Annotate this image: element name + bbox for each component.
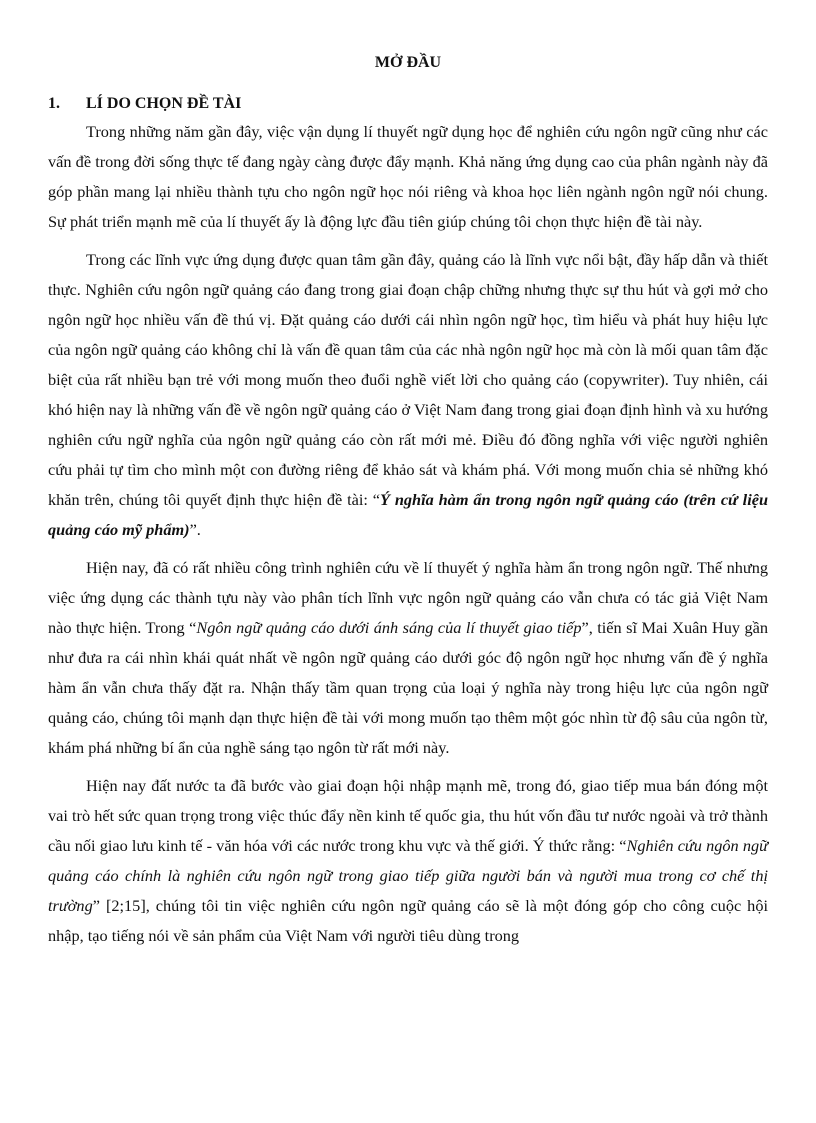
cited-work-title: Ngôn ngữ quảng cáo dưới ánh sáng của lí thuyết giao tiếp (196, 618, 582, 637)
paragraph-2 (48, 245, 768, 545)
document-page (48, 52, 768, 959)
section-title: LÍ DO CHỌN ĐỀ TÀI (86, 95, 242, 112)
paragraph-3 (48, 553, 768, 763)
paragraph-4-end: ” [2;15], chúng tôi tin việc nghiên cứu ngôn ngữ quảng cáo sẽ là một đóng góp cho công cuộc hội nhập, tạo tiếng nói về sản phẩm của Việt Nam với người tiêu dùng trong (48, 896, 768, 945)
paragraph-2-end: ”. (189, 520, 201, 539)
page-title: MỞ ĐẦU (374, 54, 442, 71)
paragraph-4-start: Hiện nay đất nước ta đã bước vào giai đoạn hội nhập mạnh mẽ, trong đó, giao tiếp mua bán đóng một vai trò hết sức quan trọng trong việc thúc đẩy nền kinh tế quốc gia, thu hút vốn đầu tư nước ngoài và trở thành cầu nối giao lưu kinh tế - văn hóa với các nước trong khu vực và thế giới. Ý thức rằng: “ (48, 776, 768, 855)
section-heading (48, 93, 768, 115)
paragraph-3-end: ”, tiến sĩ Mai Xuân Huy gần như đưa ra cái nhìn khái quát nhất về ngôn ngữ quảng cáo dưới góc độ ngôn ngữ học nhưng vấn đề ý nghĩa hàm ẩn vẫn chưa thấy đặt ra. Nhận thấy tầm quan trọng của loại ý nghĩa này trong hiệu lực của ngôn ngữ quảng cáo, chúng tôi mạnh dạn thực hiện đề tài với mong muốn tạo thêm một góc nhìn từ độ sâu của ngôn từ, khám phá những bí ẩn của nghề sáng tạo ngôn từ rất mới này. (48, 618, 768, 757)
paragraph-1: Trong những năm gần đây, việc vận dụng lí thuyết ngữ dụng học để nghiên cứu ngôn ngữ cũng như các vấn đề trong đời sống thực tế đang ngày càng được đẩy mạnh. Khả năng ứng dụng cao của phân ngành này đã góp phần mang lại nhiều thành tựu cho ngôn ngữ học nói riêng và khoa học liên ngành ngôn ngữ nói chung. Sự phát triển mạnh mẽ của lí thuyết ấy là động lực đầu tiên giúp chúng tôi chọn thực hiện đề tài này. (48, 122, 768, 231)
paragraph-2-text: Trong các lĩnh vực ứng dụng được quan tâm gần đây, quảng cáo là lĩnh vực nổi bật, đầy hấp dẫn và thiết thực. Nghiên cứu ngôn ngữ quảng cáo đang trong giai đoạn chập chững nhưng thực sự thu hút và gợi mở cho ngôn ngữ học nhiều vấn đề thú vị. Đặt quảng cáo dưới cái nhìn ngôn ngữ học, tìm hiểu và phát huy hiệu lực của ngôn ngữ quảng cáo không chỉ là vấn đề quan tâm của các nhà ngôn ngữ học mà còn là mối quan tâm đặc biệt của rất nhiều bạn trẻ với mong muốn theo đuổi nghề viết lời cho quảng cáo (copywriter). Tuy nhiên, cái khó hiện nay là những vấn đề về ngôn ngữ quảng cáo ở Việt Nam đang trong giai đoạn định hình và xu hướng nghiên cứu ngữ nghĩa của ngôn ngữ quảng cáo còn rất mới mẻ. Điều đó đồng nghĩa với việc người nghiên cứu phải tự tìm cho mình một con đường riêng để khảo sát và khám phá. Với mong muốn chia sẻ những khó khăn trên, chúng tôi quyết định thực hiện đề tài: “ (48, 250, 768, 509)
paragraph-3-start: Hiện nay, đã có rất nhiều công trình nghiên cứu về lí thuyết ý nghĩa hàm ẩn trong ngôn ngữ. Thế nhưng việc ứng dụng các thành tựu này vào phân tích lĩnh vực ngôn ngữ quảng cáo vẫn chưa có tác giả Việt Nam nào thực hiện. Trong “ (48, 558, 768, 637)
quotation: Nghiên cứu ngôn ngữ quảng cáo chính là nghiên cứu ngôn ngữ trong giao tiếp giữa người bán và người mua trong cơ chế thị trường (48, 836, 768, 915)
topic-title: Ý nghĩa hàm ẩn trong ngôn ngữ quảng cáo (trên cứ liệu quảng cáo mỹ phẩm) (48, 490, 768, 539)
section-number: 1. (48, 95, 60, 112)
paragraph-4 (48, 771, 768, 951)
